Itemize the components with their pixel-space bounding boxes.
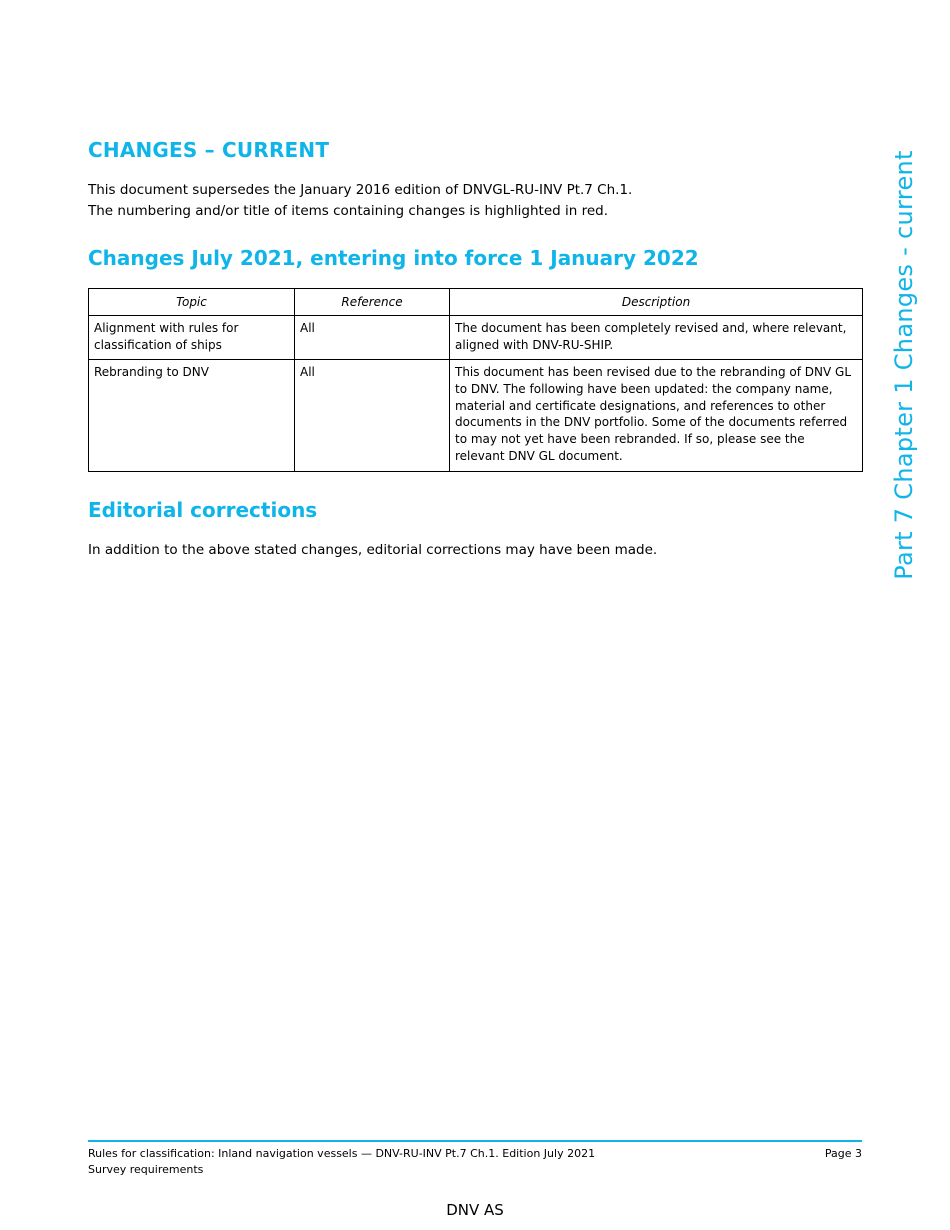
header-description: Description <box>450 289 863 316</box>
side-chapter-label: Part 7 Chapter 1 Changes - current <box>890 150 918 580</box>
page-title: CHANGES – CURRENT <box>88 138 330 162</box>
company-name: DNV AS <box>446 1201 504 1219</box>
changes-table <box>88 288 863 472</box>
cell-reference: All <box>295 360 450 472</box>
changes-heading: Changes July 2021, entering into force 1 January 2022 <box>88 246 699 270</box>
header-topic: Topic <box>89 289 295 316</box>
cell-topic: Alignment with rules for classification of ships <box>89 316 295 360</box>
cell-description: The document has been completely revised and, where relevant, aligned with DNV-RU-SHIP. <box>450 316 863 360</box>
table-row <box>89 316 863 360</box>
intro-line-1: This document supersedes the January 2016 edition of DNVGL-RU-INV Pt.7 Ch.1. <box>88 182 633 198</box>
footer-line-1 <box>88 1146 862 1162</box>
intro-line-2: The numbering and/or title of items containing changes is highlighted in red. <box>88 203 609 219</box>
cell-reference: All <box>295 316 450 360</box>
table-row <box>89 360 863 472</box>
footer-subtitle: Survey requirements <box>88 1163 204 1176</box>
footer-divider <box>88 1140 862 1142</box>
header-reference: Reference <box>295 289 450 316</box>
cell-topic: Rebranding to DNV <box>89 360 295 472</box>
editorial-paragraph: In addition to the above stated changes, editorial corrections may have been made. <box>88 542 658 558</box>
page-number: Page 3 <box>824 1147 862 1160</box>
footer-document-reference: Rules for classification: Inland navigation vessels — DNV-RU-INV Pt.7 Ch.1. Edition July 2021 <box>88 1147 596 1160</box>
table-header-row <box>89 289 863 316</box>
editorial-heading: Editorial corrections <box>88 498 318 522</box>
document-body <box>88 138 862 560</box>
cell-description: This document has been revised due to the rebranding of DNV GL to DNV. The following have been updated: the company name, material and certificate designations, and references to other documents in the DNV portfolio. Some of the documents referred to may not yet have been rebranded. If so, please see the relevant DNV GL document. <box>450 360 863 472</box>
intro-paragraph <box>88 180 862 222</box>
